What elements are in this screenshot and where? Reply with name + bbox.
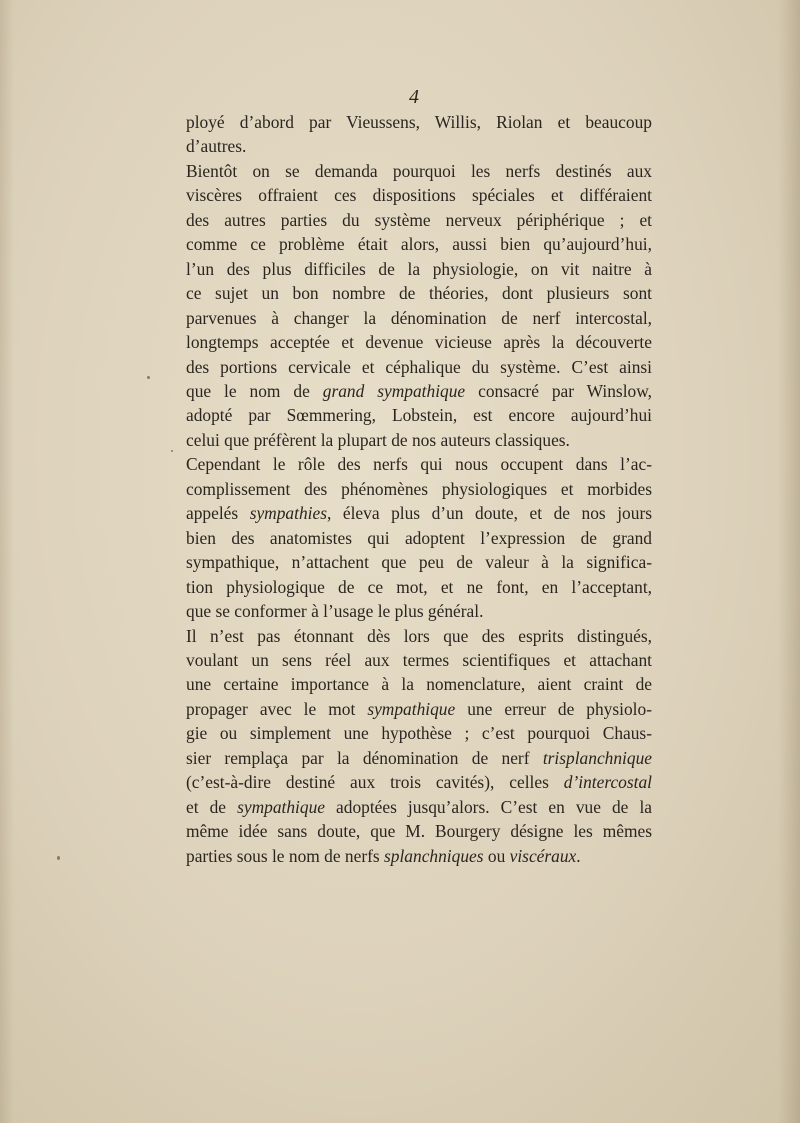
text-run: même idée sans doute, que M. Bourgery désigne les mêmes bbox=[186, 821, 652, 842]
italic-term: viscéraux bbox=[509, 845, 577, 866]
text-run: adoptées jusqu’alors. C’est en vue de la bbox=[324, 796, 652, 817]
italic-term: sympathique bbox=[367, 698, 456, 719]
text-run: Il n’est pas étonnant dès lors que des esprits distingués, bbox=[186, 625, 652, 646]
text-line bbox=[186, 501, 652, 525]
italic-term: sympathies bbox=[249, 503, 327, 524]
paper-speck bbox=[147, 376, 150, 379]
text-run: complissement des phénomènes physiologiques et morbides bbox=[186, 478, 652, 499]
text-run: que le nom de bbox=[186, 380, 323, 401]
text-run: adopté par Sœmmering, Lobstein, est encore aujourd’hui bbox=[186, 405, 652, 426]
text-run: que se conformer à l’usage le plus général. bbox=[186, 601, 484, 622]
text-line bbox=[186, 134, 652, 158]
text-run: viscères offraient ces dispositions spéciales et différaient bbox=[186, 185, 652, 206]
text-line bbox=[186, 183, 652, 207]
paragraph bbox=[186, 624, 652, 869]
text-line bbox=[186, 648, 652, 672]
text-line bbox=[186, 770, 652, 794]
italic-term: grand sympathique bbox=[322, 380, 466, 401]
text-line bbox=[186, 232, 652, 256]
text-line bbox=[186, 599, 652, 623]
text-run: parties sous le nom de nerfs bbox=[186, 845, 385, 866]
text-run: tion physiologique de ce mot, et ne font, en l’acceptant, bbox=[186, 576, 652, 597]
text-line bbox=[186, 672, 652, 696]
text-run: et de bbox=[186, 796, 238, 817]
text-run: Cependant le rôle des nerfs qui nous occupent dans l’ac- bbox=[186, 454, 652, 475]
text-line bbox=[186, 355, 652, 379]
page-number: 4 bbox=[409, 86, 419, 108]
text-line bbox=[186, 844, 652, 868]
text-line bbox=[186, 403, 652, 427]
italic-term: d’intercostal bbox=[563, 772, 652, 793]
text-run: sympathique, n’attachent que peu de valeur à la significa- bbox=[186, 552, 652, 573]
text-run: , éleva plus d’un doute, et de nos jours bbox=[326, 503, 652, 524]
text-run: bien des anatomistes qui adoptent l’expression de grand bbox=[186, 527, 652, 548]
text-line bbox=[186, 306, 652, 330]
text-run: propager avec le mot bbox=[186, 698, 368, 719]
italic-term: splanchniques bbox=[384, 845, 484, 866]
text-run: appelés bbox=[186, 503, 250, 524]
text-run: sier remplaça par la dénomination de nerf bbox=[186, 747, 543, 768]
text-line bbox=[186, 795, 652, 819]
text-line bbox=[186, 746, 652, 770]
text-line bbox=[186, 330, 652, 354]
italic-term: sympathique bbox=[237, 796, 325, 817]
text-line bbox=[186, 452, 652, 476]
paper-speck bbox=[57, 856, 60, 860]
text-line bbox=[186, 575, 652, 599]
text-line bbox=[186, 697, 652, 721]
text-line bbox=[186, 624, 652, 648]
text-run: parvenues à changer la dénomination de nerf intercostal, bbox=[186, 307, 652, 328]
text-line bbox=[186, 526, 652, 550]
page-edge-shadow-left bbox=[0, 0, 14, 1123]
body-text bbox=[186, 110, 652, 868]
text-line bbox=[186, 281, 652, 305]
paragraph bbox=[186, 110, 652, 159]
text-run: celui que préfèrent la plupart de nos auteurs classiques. bbox=[186, 429, 570, 450]
text-run: des autres parties du système nerveux périphérique ; et bbox=[186, 209, 652, 230]
text-run: des portions cervicale et céphalique du système. C’est ainsi bbox=[186, 356, 652, 377]
text-run: Bientôt on se demanda pourquoi les nerfs destinés aux bbox=[186, 160, 652, 181]
text-run: longtemps acceptée et devenue vicieuse après la découverte bbox=[186, 332, 652, 353]
text-line bbox=[186, 428, 652, 452]
text-run: . bbox=[576, 845, 581, 866]
text-run: ce sujet un bon nombre de théories, dont plusieurs sont bbox=[186, 283, 652, 304]
text-run: comme ce problème était alors, aussi bien qu’aujourd’hui, bbox=[186, 234, 652, 255]
text-run: gie ou simplement une hypothèse ; c’est pourquoi Chaus- bbox=[186, 723, 652, 744]
text-run: l’un des plus difficiles de la physiologie, on vit naitre à bbox=[186, 258, 652, 279]
text-line bbox=[186, 257, 652, 281]
paragraph bbox=[186, 159, 652, 452]
text-run: une certaine importance à la nomenclature, aient craint de bbox=[186, 674, 652, 695]
text-line bbox=[186, 550, 652, 574]
text-run: d’autres. bbox=[186, 136, 247, 157]
paper-speck bbox=[171, 450, 173, 452]
text-line bbox=[186, 819, 652, 843]
text-line bbox=[186, 159, 652, 183]
page-edge-shadow-right bbox=[778, 0, 800, 1123]
text-run: consacré par Winslow, bbox=[465, 380, 653, 401]
text-line bbox=[186, 477, 652, 501]
text-run: voulant un sens réel aux termes scientifiques et attachant bbox=[186, 649, 652, 670]
text-line bbox=[186, 379, 652, 403]
text-run: (c’est-à-dire destiné aux trois cavités), celles bbox=[186, 772, 564, 793]
text-run: ou bbox=[483, 845, 510, 866]
paragraph bbox=[186, 452, 652, 623]
text-line bbox=[186, 721, 652, 745]
text-line bbox=[186, 110, 652, 134]
text-line bbox=[186, 208, 652, 232]
italic-term: trisplanchnique bbox=[542, 747, 652, 768]
text-run: une erreur de physiolo- bbox=[455, 698, 652, 719]
text-run: ployé d’abord par Vieussens, Willis, Riolan et beaucoup bbox=[186, 112, 652, 132]
